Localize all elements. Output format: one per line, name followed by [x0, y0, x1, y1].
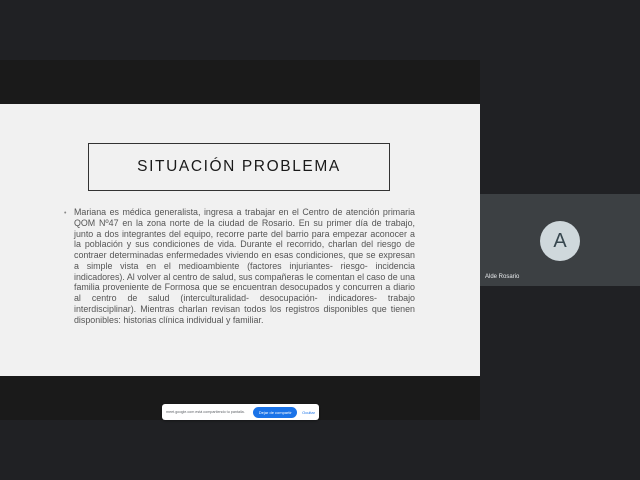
slide-title-box: [88, 143, 390, 191]
avatar: A: [540, 221, 580, 261]
stop-sharing-button[interactable]: Dejar de compartir: [253, 407, 297, 418]
participant-tile[interactable]: [480, 194, 640, 286]
slide-body-text: Mariana es médica generalista, ingresa a trabajar en el Centro de atención primaria QOM Nº47 en la zona norte de la ciudad de Rosario. En su primer día de trabajo, junto a dos integrantes del equipo, recorre parte del barrio para empezar aconocer a la población y sus condiciones de vida. Durante el recorrido, charlan del riesgo de contraer determinadas enfermedades viviendo en esas condiciones, que se expresan a simple vista en el medioambiente (factores injuriantes- riesgo- incidencia indicadores). Al volver al centro de salud, sus compañeras le comentan el caso de una familia proveniente de Formosa que se encuentran desocupados y concurren a diario al centro de salud (interculturalidad- desocupación- indicadores- trabajo interdisciplinar). Mientras charlan revisan todos los registros disponibles que tienen disponibles: historias clínica individual y familiar.: [74, 207, 415, 325]
slide-title: SITUACIÓN PROBLEMA: [137, 158, 341, 175]
share-message: meet.google.com está compartiendo tu pantalla.: [166, 410, 245, 414]
bullet-marker: •: [64, 210, 67, 217]
screen-share-notification: [162, 404, 319, 420]
shared-slide: [0, 104, 480, 376]
hide-button[interactable]: Ocultar: [302, 409, 315, 415]
presentation-stage: [0, 60, 480, 420]
participant-name: Alde Rosario: [485, 274, 520, 280]
